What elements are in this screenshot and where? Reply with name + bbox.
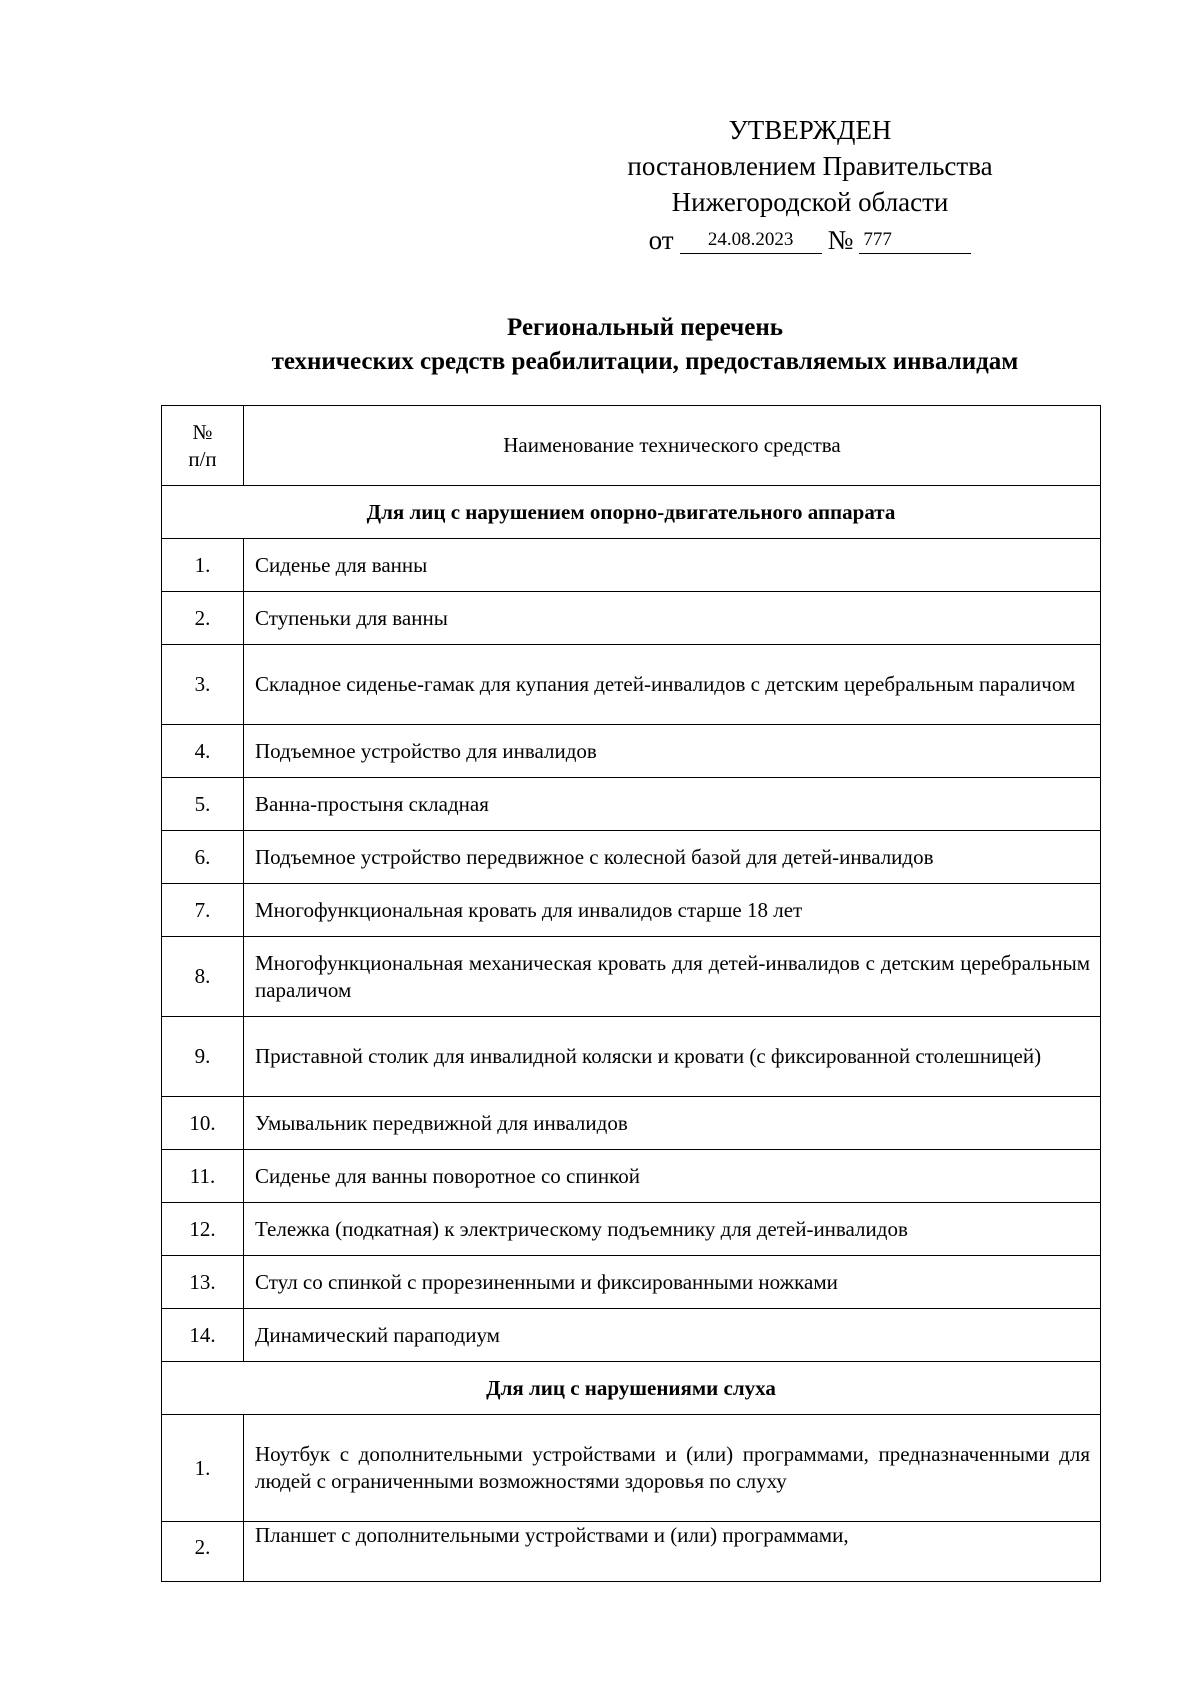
- item-number: 2.: [162, 592, 244, 645]
- item-name: Подъемное устройство передвижное с колесной базой для детей-инвалидов: [244, 831, 1101, 884]
- item-number: 6.: [162, 831, 244, 884]
- approval-date: 24.08.2023: [680, 228, 822, 254]
- table-row: [162, 539, 1101, 592]
- table-header-row: [162, 406, 1101, 486]
- table-row: [162, 1150, 1101, 1203]
- table-row: [162, 884, 1101, 937]
- item-name: Планшет с дополнительными устройствами и (или) программами,: [244, 1522, 1101, 1582]
- item-number: 13.: [162, 1256, 244, 1309]
- document-title: [0, 311, 1200, 379]
- table-row: [162, 937, 1101, 1017]
- item-name: Стул со спинкой с прорезиненными и фиксированными ножками: [244, 1256, 1101, 1309]
- item-number: 4.: [162, 725, 244, 778]
- table-row: [162, 1309, 1101, 1362]
- table-row: [162, 1415, 1101, 1522]
- date-prefix: от: [648, 225, 674, 255]
- title-line-1: Региональный перечень: [507, 314, 783, 341]
- section-heading: Для лиц с нарушением опорно-двигательного аппарата: [162, 486, 1101, 539]
- approval-block: [560, 112, 1060, 258]
- item-name: Ванна-простыня складная: [244, 778, 1101, 831]
- table-row: [162, 1097, 1101, 1150]
- approval-heading: УТВЕРЖДЕН: [728, 115, 892, 145]
- item-number: 1.: [162, 539, 244, 592]
- title-line-2: технических средств реабилитации, предоставляемых инвалидам: [271, 348, 1019, 375]
- item-name: Умывальник передвижной для инвалидов: [244, 1097, 1101, 1150]
- item-name: Сиденье для ванны: [244, 539, 1101, 592]
- item-number: 2.: [162, 1522, 244, 1582]
- item-number: 14.: [162, 1309, 244, 1362]
- item-name: Ступеньки для ванны: [244, 592, 1101, 645]
- item-name: Сиденье для ванны поворотное со спинкой: [244, 1150, 1101, 1203]
- table-row: [162, 1522, 1101, 1582]
- header-num: № п/п: [162, 406, 244, 486]
- item-name: Складное сиденье-гамак для купания детей-инвалидов с детским церебральным параличом: [244, 645, 1101, 725]
- item-name: Ноутбук с дополнительными устройствами и (или) программами, предназначенными для людей с ограниченными возможностями здоровья по слуху: [244, 1415, 1101, 1522]
- approval-line-resolution: постановлением Правительства: [627, 151, 993, 181]
- number-sign: №: [827, 225, 854, 255]
- item-number: 5.: [162, 778, 244, 831]
- item-name: Приставной столик для инвалидной коляски и кровати (с фиксированной столешницей): [244, 1017, 1101, 1097]
- section-row: [162, 486, 1101, 539]
- section-heading: Для лиц с нарушениями слуха: [162, 1362, 1101, 1415]
- table-row: [162, 725, 1101, 778]
- item-number: 8.: [162, 937, 244, 1017]
- item-name: Динамический параподиум: [244, 1309, 1101, 1362]
- approval-number: 777: [859, 228, 971, 254]
- item-name: Многофункциональная кровать для инвалидов старше 18 лет: [244, 884, 1101, 937]
- item-number: 9.: [162, 1017, 244, 1097]
- item-number: 1.: [162, 1415, 244, 1522]
- table-row: [162, 592, 1101, 645]
- item-name: Многофункциональная механическая кровать для детей-инвалидов с детским церебральным параличом: [244, 937, 1101, 1017]
- approval-date-line: [560, 222, 1060, 258]
- header-name: Наименование технического средства: [244, 406, 1101, 486]
- item-number: 11.: [162, 1150, 244, 1203]
- item-number: 12.: [162, 1203, 244, 1256]
- table-row: [162, 1017, 1101, 1097]
- approval-line-region: Нижегородской области: [671, 187, 949, 217]
- table-row: [162, 1256, 1101, 1309]
- item-name: Тележка (подкатная) к электрическому подъемнику для детей-инвалидов: [244, 1203, 1101, 1256]
- item-name: Подъемное устройство для инвалидов: [244, 725, 1101, 778]
- table-row: [162, 778, 1101, 831]
- table-row: [162, 645, 1101, 725]
- section-row: [162, 1362, 1101, 1415]
- rehabilitation-means-table: [161, 405, 1101, 1582]
- table-row: [162, 1203, 1101, 1256]
- item-number: 10.: [162, 1097, 244, 1150]
- item-number: 7.: [162, 884, 244, 937]
- item-number: 3.: [162, 645, 244, 725]
- table-row: [162, 831, 1101, 884]
